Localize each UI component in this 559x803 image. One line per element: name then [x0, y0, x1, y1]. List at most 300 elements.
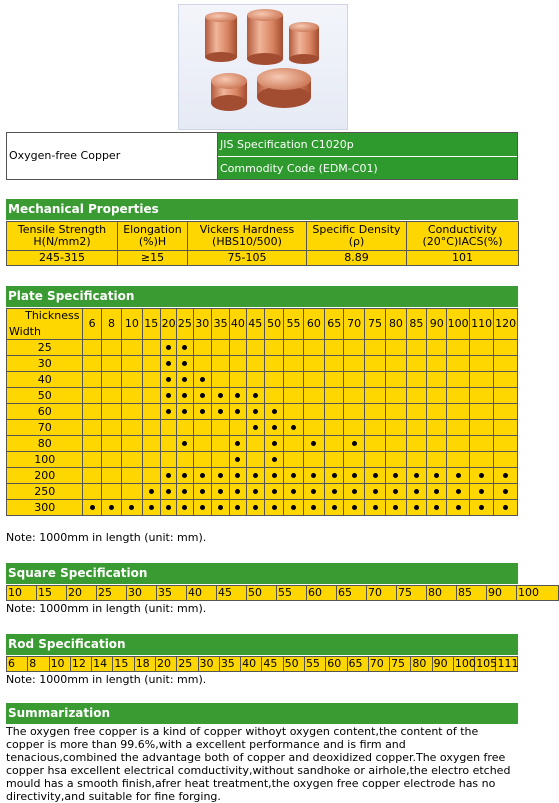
rod-size-cell: 70: [368, 657, 389, 672]
plate-row: [7, 484, 518, 500]
plate-cell: [447, 452, 469, 468]
plate-cell: [193, 372, 211, 388]
availability-dot: [414, 505, 419, 510]
plate-cell: [83, 404, 101, 420]
plate-cell: [177, 356, 193, 372]
width-label: Width: [9, 325, 41, 338]
plate-cell: [246, 404, 264, 420]
plate-cell: [264, 356, 283, 372]
plate-cell: [427, 468, 447, 484]
availability-dot: [200, 505, 205, 510]
mech-header-line: (ρ): [348, 235, 365, 248]
plate-cell: [264, 372, 283, 388]
thickness-header-cell: 50: [264, 309, 283, 340]
width-cell: 30: [7, 356, 83, 372]
rod-size-cell: 100: [454, 657, 476, 670]
plate-cell: [246, 436, 264, 452]
plate-cell: [427, 452, 447, 468]
plate-cell: [160, 404, 176, 420]
thickness-header-cell: 70: [344, 309, 364, 340]
plate-cell: [160, 340, 176, 356]
plate-cell: [264, 404, 283, 420]
availability-dot: [218, 473, 223, 478]
plate-cell: [246, 452, 264, 468]
plate-cell: [211, 436, 229, 452]
plate-cell: [177, 484, 193, 500]
plate-cell: [211, 340, 229, 356]
plate-cell: [83, 500, 101, 516]
plate-cell: [83, 436, 101, 452]
availability-dot: [311, 441, 316, 446]
rod-size-cell: 35: [219, 657, 240, 672]
plate-cell: [447, 340, 469, 356]
mech-header-line: Elongation: [123, 223, 182, 236]
mech-header-line: H(N/mm2): [33, 235, 91, 248]
plate-cell: [160, 468, 176, 484]
copper-product-photo: [178, 4, 348, 130]
plate-cell: [230, 388, 246, 404]
availability-dot: [182, 345, 187, 350]
thickness-header-cell: 25: [177, 309, 193, 340]
plate-cell: [211, 468, 229, 484]
square-specification-table: [6, 585, 559, 601]
plate-cell: [284, 484, 303, 500]
rod-size-cell: 20: [155, 657, 176, 672]
square-size-cell: 35: [157, 586, 187, 601]
availability-dot: [182, 393, 187, 398]
availability-dot: [109, 505, 114, 510]
mechanical-properties-title: Mechanical Properties: [6, 199, 518, 220]
plate-cell: [160, 388, 176, 404]
availability-dot: [235, 393, 240, 398]
plate-cell: [83, 356, 101, 372]
plate-cell: [284, 372, 303, 388]
plate-cell: [193, 436, 211, 452]
availability-dot: [479, 489, 484, 494]
plate-cell: [494, 404, 518, 420]
plate-cell: [303, 420, 324, 436]
square-size-cell: 90: [487, 586, 517, 601]
plate-cell: [177, 420, 193, 436]
availability-dot: [182, 377, 187, 382]
plate-cell: [211, 404, 229, 420]
plate-cell: [264, 500, 283, 516]
plate-cell: [83, 452, 101, 468]
plate-cell: [101, 420, 121, 436]
availability-dot: [479, 473, 484, 478]
plate-cell: [386, 500, 406, 516]
plate-cell: [344, 452, 364, 468]
square-size-cell: 75: [397, 586, 427, 601]
plate-cell: [447, 356, 469, 372]
plate-cell: [177, 388, 193, 404]
plate-cell: [284, 356, 303, 372]
width-cell: 300: [7, 500, 83, 516]
availability-dot: [503, 505, 508, 510]
availability-dot: [393, 473, 398, 478]
plate-cell: [386, 452, 406, 468]
plate-cell: [83, 468, 101, 484]
availability-dot: [218, 409, 223, 414]
plate-cell: [406, 388, 426, 404]
availability-dot: [253, 425, 258, 430]
availability-dot: [253, 393, 258, 398]
plate-cell: [211, 388, 229, 404]
plate-cell: [427, 388, 447, 404]
plate-cell: [122, 356, 142, 372]
plate-cell: [344, 468, 364, 484]
plate-row: [7, 356, 518, 372]
availability-dot: [200, 489, 205, 494]
plate-cell: [101, 484, 121, 500]
plate-cell: [344, 388, 364, 404]
rod-note: Note: 1000mm in length (unit: mm).: [6, 673, 207, 686]
mech-value-cell: 101: [407, 251, 519, 266]
mech-header-cell: [188, 222, 307, 251]
plate-cell: [122, 404, 142, 420]
availability-dot: [218, 505, 223, 510]
availability-dot: [235, 473, 240, 478]
availability-dot: [456, 505, 461, 510]
thickness-header-cell: 40: [230, 309, 246, 340]
plate-cell: [211, 372, 229, 388]
plate-cell: [284, 340, 303, 356]
rod-size-cell: 50: [283, 657, 304, 672]
plate-cell: [230, 436, 246, 452]
plate-cell: [142, 356, 160, 372]
plate-cell: [303, 452, 324, 468]
thickness-header-cell: 55: [284, 309, 303, 340]
summarization-title: Summarization: [6, 703, 518, 724]
thickness-label: Thickness: [25, 309, 80, 322]
plate-row: [7, 436, 518, 452]
plate-cell: [364, 372, 385, 388]
availability-dot: [373, 473, 378, 478]
plate-cell: [284, 500, 303, 516]
plate-cell: [142, 452, 160, 468]
availability-dot: [182, 441, 187, 446]
square-size-cell: 50: [247, 586, 277, 601]
availability-dot: [253, 489, 258, 494]
plate-cell: [364, 388, 385, 404]
plate-cell: [246, 340, 264, 356]
plate-cell: [344, 500, 364, 516]
plate-cell: [284, 404, 303, 420]
plate-cell: [303, 500, 324, 516]
plate-cell: [325, 340, 344, 356]
mech-value-cell: ≥15: [118, 251, 188, 266]
plate-cell: [325, 372, 344, 388]
availability-dot: [200, 393, 205, 398]
plate-cell: [325, 500, 344, 516]
plate-cell: [230, 468, 246, 484]
availability-dot: [253, 473, 258, 478]
plate-cell: [427, 356, 447, 372]
plate-cell: [364, 340, 385, 356]
availability-dot: [332, 489, 337, 494]
plate-cell: [494, 500, 518, 516]
availability-dot: [414, 489, 419, 494]
width-cell: 100: [7, 452, 83, 468]
mech-header-line: Tensile Strength: [17, 223, 107, 236]
plate-cell: [344, 372, 364, 388]
plate-cell: [246, 356, 264, 372]
thickness-header-cell: 80: [386, 309, 406, 340]
plate-row: [7, 500, 518, 516]
plate-cell: [83, 420, 101, 436]
plate-cell: [427, 500, 447, 516]
width-cell: 70: [7, 420, 83, 436]
plate-cell: [344, 404, 364, 420]
availability-dot: [272, 457, 277, 462]
mech-header-line: (%)H: [138, 235, 167, 248]
plate-cell: [177, 500, 193, 516]
availability-dot: [352, 473, 357, 478]
thickness-header-cell: 15: [142, 309, 160, 340]
plate-row: [7, 404, 518, 420]
availability-dot: [253, 409, 258, 414]
plate-cell: [406, 340, 426, 356]
plate-cell: [494, 356, 518, 372]
width-cell: 250: [7, 484, 83, 500]
availability-dot: [200, 473, 205, 478]
plate-cell: [101, 500, 121, 516]
thickness-header-cell: 6: [83, 309, 101, 340]
plate-cell: [325, 484, 344, 500]
plate-cell: [142, 372, 160, 388]
plate-cell: [193, 404, 211, 420]
plate-cell: [177, 436, 193, 452]
availability-dot: [149, 489, 154, 494]
plate-cell: [364, 452, 385, 468]
availability-dot: [332, 505, 337, 510]
plate-cell: [83, 388, 101, 404]
plate-cell: [325, 356, 344, 372]
plate-cell: [122, 468, 142, 484]
availability-dot: [332, 473, 337, 478]
plate-cell: [386, 420, 406, 436]
plate-cell: [427, 484, 447, 500]
availability-dot: [373, 505, 378, 510]
availability-dot: [272, 441, 277, 446]
plate-row: [7, 388, 518, 404]
plate-cell: [211, 452, 229, 468]
availability-dot: [166, 489, 171, 494]
product-name: Oxygen-free Copper: [7, 133, 218, 179]
plate-cell: [246, 372, 264, 388]
plate-cell: [264, 420, 283, 436]
plate-cell: [303, 340, 324, 356]
plate-cell: [427, 340, 447, 356]
width-cell: 25: [7, 340, 83, 356]
mech-header-line: Specific Density: [312, 223, 401, 236]
plate-cell: [264, 452, 283, 468]
plate-cell: [303, 372, 324, 388]
plate-cell: [246, 420, 264, 436]
plate-cell: [469, 500, 493, 516]
plate-cell: [230, 372, 246, 388]
plate-cell: [386, 372, 406, 388]
plate-cell: [494, 436, 518, 452]
availability-dot: [253, 505, 258, 510]
plate-cell: [494, 372, 518, 388]
plate-cell: [101, 388, 121, 404]
plate-cell: [230, 484, 246, 500]
availability-dot: [166, 345, 171, 350]
plate-cell: [264, 436, 283, 452]
mech-header-cell: [407, 222, 519, 251]
plate-cell: [83, 484, 101, 500]
plate-cell: [246, 484, 264, 500]
plate-cell: [193, 484, 211, 500]
plate-cell: [325, 420, 344, 436]
plate-cell: [494, 340, 518, 356]
plate-cell: [142, 484, 160, 500]
square-size-cell: 55: [277, 586, 307, 601]
availability-dot: [352, 441, 357, 446]
availability-dot: [352, 505, 357, 510]
square-size-cell: 100: [517, 586, 559, 601]
plate-cell: [230, 404, 246, 420]
plate-cell: [211, 420, 229, 436]
mech-value-cell: 245-315: [7, 251, 118, 266]
rod-size-cell: 105: [476, 657, 498, 670]
plate-cell: [122, 420, 142, 436]
plate-cell: [325, 404, 344, 420]
plate-cell: [447, 484, 469, 500]
plate-cell: [325, 388, 344, 404]
plate-cell: [494, 484, 518, 500]
rod-size-cell: 6: [7, 657, 28, 672]
plate-cell: [344, 436, 364, 452]
plate-cell: [386, 388, 406, 404]
availability-dot: [456, 489, 461, 494]
square-size-cell: 40: [187, 586, 217, 601]
thickness-header-cell: 45: [246, 309, 264, 340]
plate-cell: [142, 388, 160, 404]
plate-cell: [177, 404, 193, 420]
thickness-header-cell: 65: [325, 309, 344, 340]
plate-cell: [122, 452, 142, 468]
plate-cell: [230, 452, 246, 468]
plate-cell: [303, 356, 324, 372]
plate-cell: [193, 420, 211, 436]
square-size-cell: 25: [97, 586, 127, 601]
plate-cell: [469, 436, 493, 452]
availability-dot: [311, 489, 316, 494]
availability-dot: [434, 505, 439, 510]
plate-cell: [427, 372, 447, 388]
plate-cell: [101, 372, 121, 388]
plate-cell: [211, 356, 229, 372]
availability-dot: [149, 505, 154, 510]
plate-cell: [101, 356, 121, 372]
plate-cell: [160, 484, 176, 500]
square-size-cell: 15: [37, 586, 67, 601]
availability-dot: [129, 505, 134, 510]
rod-size-cell: 14: [92, 657, 113, 672]
plate-cell: [469, 372, 493, 388]
rod-specification-title: Rod Specification: [6, 634, 518, 655]
availability-dot: [456, 473, 461, 478]
availability-dot: [272, 505, 277, 510]
mech-header-cell: [7, 222, 118, 251]
plate-cell: [427, 404, 447, 420]
plate-cell: [193, 388, 211, 404]
rod-size-cell: 45: [262, 657, 283, 672]
rod-size-cell: 80: [411, 657, 432, 672]
plate-cell: [469, 356, 493, 372]
plate-cell: [122, 388, 142, 404]
availability-dot: [311, 505, 316, 510]
rod-specification-table: [6, 656, 518, 672]
plate-cell: [230, 356, 246, 372]
availability-dot: [479, 505, 484, 510]
plate-cell: [386, 436, 406, 452]
rod-size-cell: 12: [70, 657, 91, 672]
plate-cell: [284, 436, 303, 452]
thickness-header-cell: 75: [364, 309, 385, 340]
thickness-header-cell: 60: [303, 309, 324, 340]
square-size-cell: 65: [337, 586, 367, 601]
rod-size-cell: 75: [390, 657, 411, 672]
plate-cell: [303, 484, 324, 500]
square-specification-title: Square Specification: [6, 563, 518, 584]
availability-dot: [393, 505, 398, 510]
square-note: Note: 1000mm in length (unit: mm).: [6, 602, 207, 615]
square-size-cell: 30: [127, 586, 157, 601]
plate-cell: [193, 468, 211, 484]
plate-cell: [193, 452, 211, 468]
summarization-text: The oxygen free copper is a kind of copper withoyt oxygen content,the content of the copper is more than 99.6%,with a excellent performance and is firm and tenacious,combined the advantage both of copper and deoxidized copper.The oxygen free copper hsa excellent electrical comductivity,without sandhoke or airhole,the electro etched mould has a smooth finish,afrer heat treatment,the oxygen free copper electrode has no directivity,and suitable for fine forging.: [6, 725, 511, 803]
plate-cell: [364, 404, 385, 420]
plate-cell: [325, 436, 344, 452]
plate-cell: [122, 372, 142, 388]
availability-dot: [200, 377, 205, 382]
availability-dot: [291, 425, 296, 430]
mechanical-properties-table: [6, 221, 519, 266]
plate-cell: [284, 452, 303, 468]
plate-cell: [246, 468, 264, 484]
plate-cell: [386, 484, 406, 500]
plate-row: [7, 452, 518, 468]
availability-dot: [434, 473, 439, 478]
mech-header-line: (HBS10/500): [212, 235, 282, 248]
commodity-code: Commodity Code (EDM-C01): [218, 156, 517, 179]
plate-cell: [160, 372, 176, 388]
availability-dot: [272, 409, 277, 414]
plate-cell: [447, 404, 469, 420]
plate-specification-table: [6, 308, 518, 516]
plate-cell: [447, 468, 469, 484]
availability-dot: [503, 489, 508, 494]
availability-dot: [272, 489, 277, 494]
plate-cell: [447, 436, 469, 452]
mech-value-cell: 75-105: [188, 251, 307, 266]
plate-cell: [193, 356, 211, 372]
rod-size-cell: 60: [326, 657, 347, 672]
plate-cell: [447, 420, 469, 436]
availability-dot: [414, 473, 419, 478]
plate-cell: [364, 420, 385, 436]
availability-dot: [166, 505, 171, 510]
plate-cell: [160, 452, 176, 468]
thickness-header-cell: 120: [494, 309, 518, 340]
plate-cell: [230, 420, 246, 436]
plate-cell: [386, 404, 406, 420]
plate-cell: [303, 436, 324, 452]
plate-cell: [101, 404, 121, 420]
